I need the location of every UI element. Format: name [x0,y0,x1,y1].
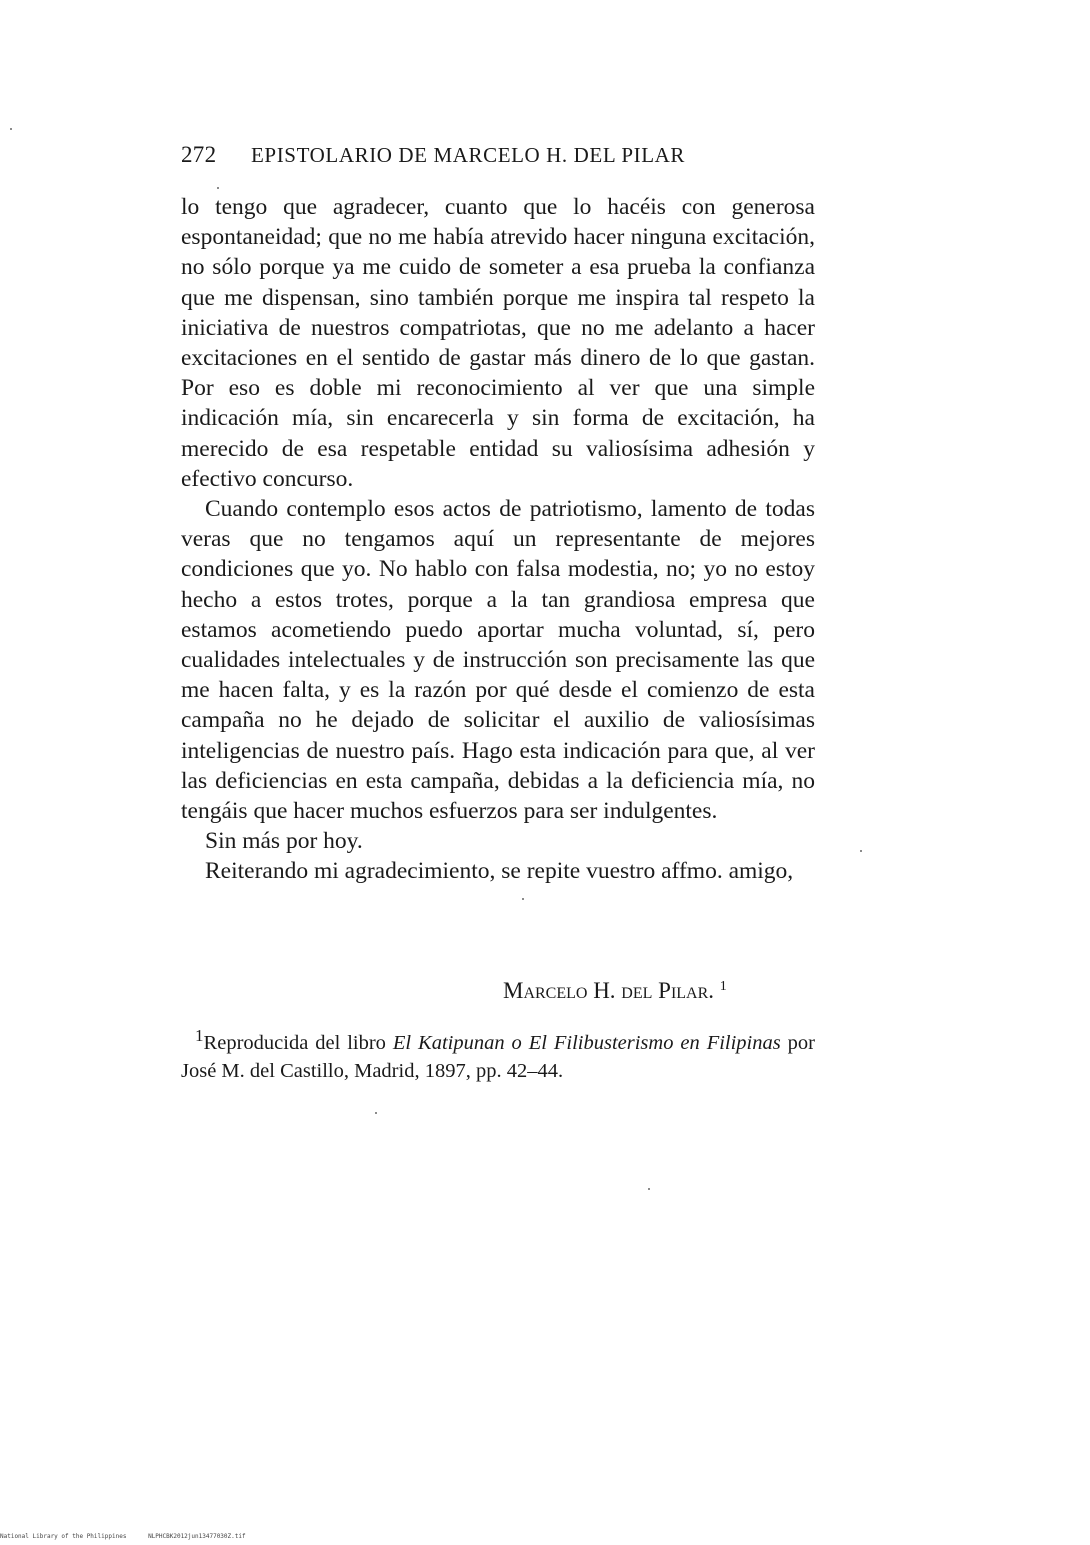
body-paragraph: Reiterando mi agradecimiento, se repite vuestro affmo. amigo, [205,858,794,885]
footnote-mark: 1 [195,1026,204,1045]
footnote-book-title: El Katipunan o El Filibusterismo en Filipinas [392,1031,781,1054]
body-paragraph: lo tengo que agradecer, cuanto que lo hacéis con generosa espontaneidad; que no me había atrevido hacer ninguna excitación, no sólo porque ya me cuido de someter a esa prueba la confianza que me dispensan, sino también porque me inspira tal respeto la iniciativa de nuestros compatriotas, que no me adelanto a hacer excitaciones en el sentido de gastar más dinero de lo que gastan. Por eso es doble mi reconocimiento al ver que una simple indicación mía, sin encarecerla y sin forma de excitación, ha merecido de esa respetable entidad su valiosísima adhesión y efectivo concurso. [181,194,815,492]
footnote [181,1022,815,1085]
scan-speck [860,850,862,852]
signature-name: Marcelo H. del Pilar. [503,978,715,1003]
scan-footer-filename: NLPHCBK2012jun13477030Z.tif [148,1533,246,1540]
footnote-text-after: por José M. del Castillo, Madrid, 1897, pp. 42–44. [181,1031,816,1082]
body-paragraph: Sin más por hoy. [205,828,363,855]
scan-footer [0,1533,400,1540]
scan-speck [10,128,12,130]
page-number: 272 [181,142,217,167]
signature [503,978,803,1004]
letter-body [181,192,815,887]
scan-speck [522,898,524,900]
scan-speck [217,187,219,189]
footnote-reference: 1 [719,979,727,994]
body-paragraph: Cuando contemplo esos actos de patriotismo, lamento de todas veras que no tengamos aquí un representante de mejores condiciones que yo. No hablo con falsa modestia, no; yo no estoy hecho a estos trotes, porque a la tan grandiosa empresa que estamos acometiendo puedo aportar mucha voluntad, sí, pero cualidades intelectuales y de instrucción son precisamente las que me hacen falta, y es la razón por qué desde el comienzo de esta campaña no he dejado de solicitar el auxilio de valiosísimas inteligencias de nuestro país. Hago esta indicación para que, al ver las deficiencias en esta campaña, debidas a la deficiencia mía, no tengáis que hacer muchos esfuerzos para ser indulgentes. [181,496,815,825]
page-header [181,142,821,176]
footnote-text-before: Reproducida del libro [203,1031,393,1054]
scan-speck [375,1112,377,1114]
running-title: EPISTOLARIO DE MARCELO H. DEL PILAR [251,143,685,167]
scan-speck [648,1188,650,1190]
scan-footer-library: National Library of the Philippines [0,1533,127,1540]
